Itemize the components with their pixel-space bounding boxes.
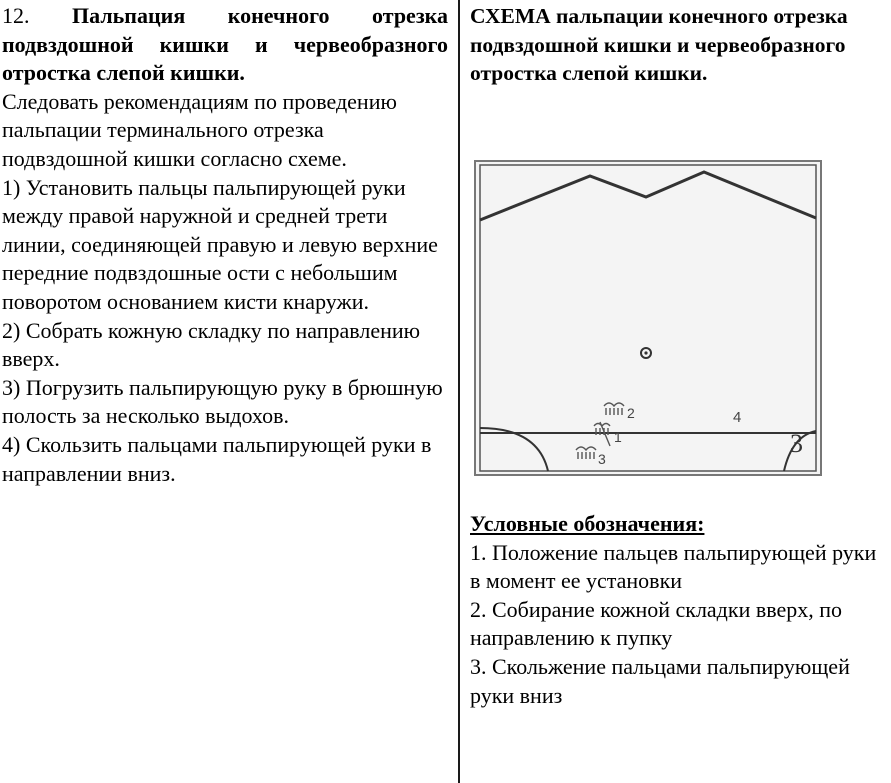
left-column xyxy=(2,2,448,488)
legend-item-2: 2. Собирание кожной складки вверх, по направлению к пупку xyxy=(470,596,843,651)
step-4: 4) Скользить пальцами пальпирующей руки в направлении вниз. xyxy=(2,431,432,486)
column-divider xyxy=(458,0,460,783)
scheme-title: СХЕМА пальпации конечного отрезка подвздошной кишки и червеобразного отростка слепой кишки. xyxy=(470,4,848,86)
legend xyxy=(470,510,888,710)
figure-label-3: 3 xyxy=(598,451,606,467)
step-2: 2) Собрать кожную складку по направлению вверх. xyxy=(2,317,421,372)
section-title xyxy=(2,2,448,88)
step-3: 3) Погрузить пальпирующую руку в брюшную полость за несколько выдохов. xyxy=(2,374,443,429)
figure-corner-label: 3 xyxy=(790,429,803,458)
figure-label-4: 4 xyxy=(733,409,742,426)
figure-frame xyxy=(475,161,821,475)
section-title-text: Пальпация конечного отрезка подвздошной кишки и червеобразного отростка слепой кишки. xyxy=(2,3,449,86)
intro-paragraph: Следовать рекомендациям по проведению пальпации терминального отрезка подвздошной кишки согласно схеме. xyxy=(2,88,397,171)
legend-title: Условные обозначения: xyxy=(470,511,705,536)
legend-item-3: 3. Скольжение пальцами пальпирующей руки вниз xyxy=(470,653,850,708)
step-1: 1) Установить пальцы пальпирующей руки между правой наружной и средней трети линии, соединяющей правую и левую верхние передние подвздошные ости с небольшим поворотом основанием кисти кнаружи. xyxy=(2,174,438,314)
figure-label-1: 1 xyxy=(614,429,622,445)
figure-label-2: 2 xyxy=(627,405,635,421)
legend-item-1: 1. Положение пальцев пальпирующей руки в момент ее установки xyxy=(470,539,877,594)
section-number: 12. xyxy=(2,3,30,28)
right-column xyxy=(470,2,888,708)
palpation-scheme-figure xyxy=(474,160,822,476)
